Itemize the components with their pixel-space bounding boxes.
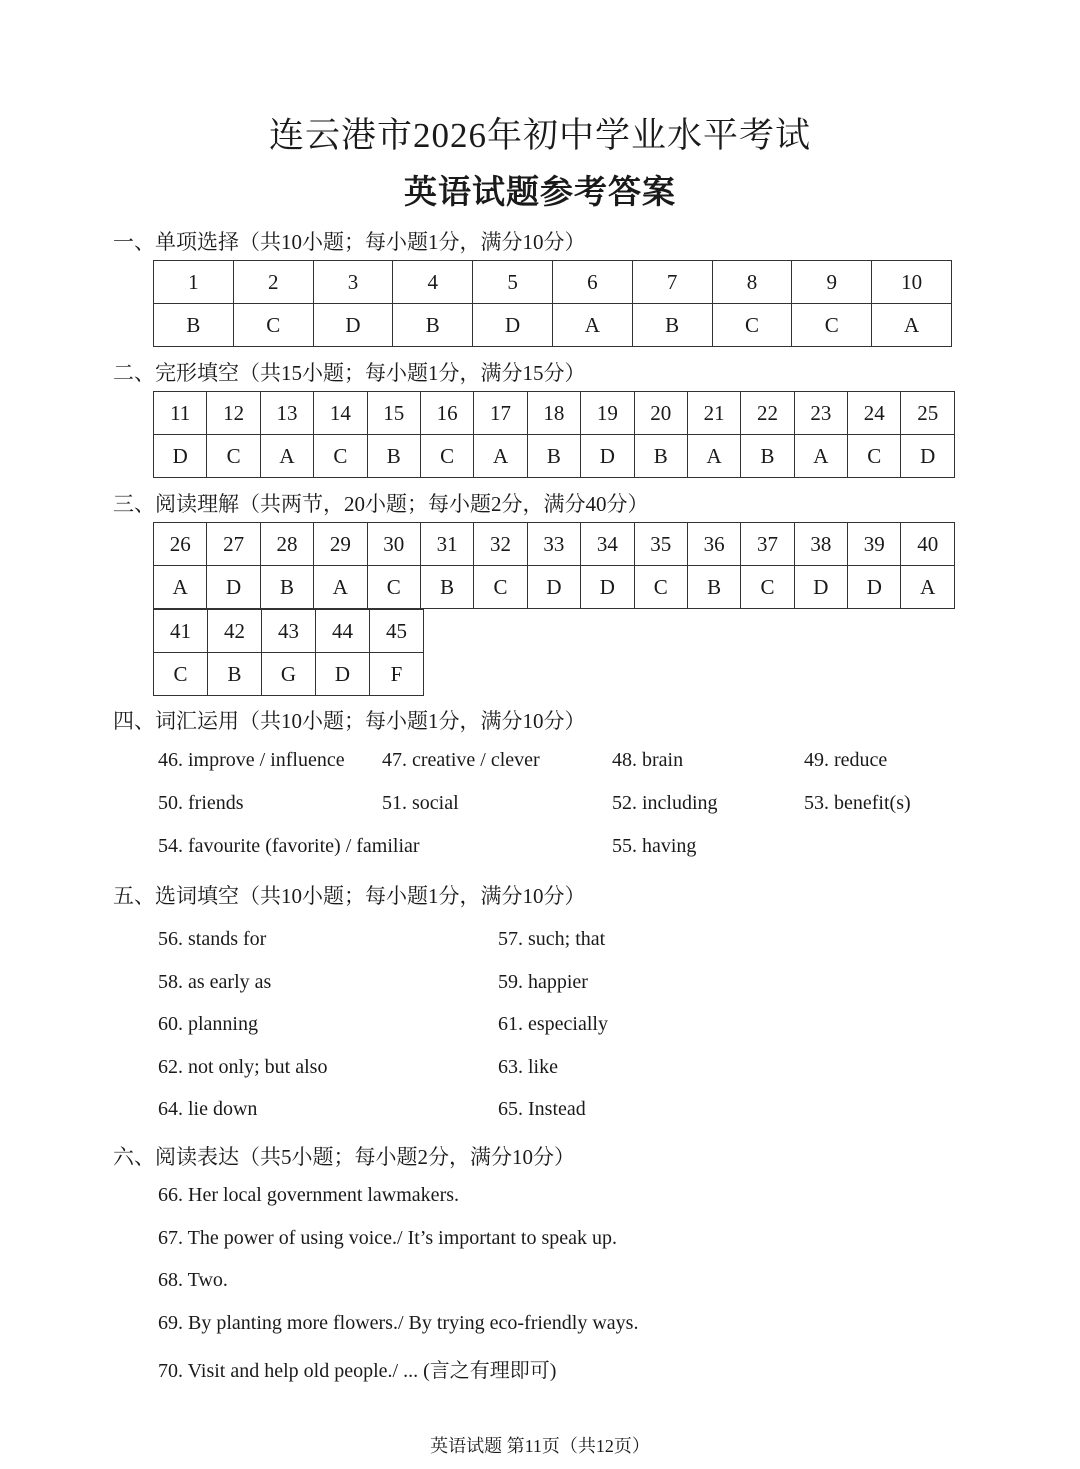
table-cell: A [687,435,740,478]
table-cell: A [872,304,952,347]
section-6-heading: 六、阅读表达（共5小题；每小题2分，满分10分） [113,1145,575,1169]
table-cell: D [581,435,634,478]
table-cell: 38 [794,523,847,566]
table-cell: 4 [393,261,473,304]
answer-item: 49. reduce [804,749,888,771]
table-row-answers [154,435,955,478]
table-row-numbers [154,261,952,304]
table-cell: B [393,304,473,347]
answer-item: 63. like [498,1056,558,1078]
table-cell: 1 [154,261,234,304]
table-cell: 8 [712,261,792,304]
table-cell: D [313,304,393,347]
table-cell: 35 [634,523,687,566]
section-4-heading: 四、词汇运用（共10小题；每小题1分，满分10分） [113,709,586,733]
table-cell: 9 [792,261,872,304]
table-cell: 10 [872,261,952,304]
answer-table-1 [153,260,952,347]
table-cell: A [552,304,632,347]
table-cell: B [527,435,580,478]
table-cell: 32 [474,523,527,566]
section-5-heading: 五、选词填空（共10小题；每小题1分，满分10分） [113,884,586,908]
table-cell: 17 [474,392,527,435]
table-cell: D [848,566,901,609]
answer-item: 64. lie down [158,1098,258,1120]
table-cell: A [154,566,207,609]
answer-item: 54. favourite (favorite) / familiar [158,835,420,857]
table-cell: F [370,653,424,696]
table-cell: 31 [420,523,473,566]
answer-table-3b [153,609,424,696]
page-footer: 英语试题 第11页（共12页） [430,1436,650,1456]
answer-item: 66. Her local government lawmakers. [158,1184,460,1206]
table-cell: D [901,435,955,478]
page-title: 连云港市2026年初中学业水平考试 [268,116,811,155]
page-subtitle: 英语试题参考答案 [404,175,676,211]
table-cell: 25 [901,392,955,435]
table-cell: 13 [260,392,313,435]
table-cell: D [154,435,207,478]
answer-item: 57. such; that [498,928,606,950]
table-cell: C [848,435,901,478]
answer-item: 69. By planting more flowers./ By trying eco-friendly ways. [158,1312,639,1334]
answer-item: 53. benefit(s) [804,792,911,814]
table-cell: C [154,653,208,696]
table-cell: 44 [316,610,370,653]
table-cell: 12 [207,392,260,435]
table-cell: C [741,566,794,609]
table-cell: 37 [741,523,794,566]
table-cell: 18 [527,392,580,435]
table-cell: 34 [581,523,634,566]
table-cell: A [794,435,847,478]
table-cell: C [314,435,367,478]
table-row-answers [154,653,424,696]
table-cell: C [367,566,420,609]
table-cell: 21 [687,392,740,435]
table-cell: A [474,435,527,478]
section-1-heading: 一、单项选择（共10小题；每小题1分，满分10分） [113,230,586,254]
table-cell: 33 [527,523,580,566]
table-cell: 11 [154,392,207,435]
answer-item: 65. Instead [498,1098,586,1120]
answer-table-2 [153,391,955,478]
answer-item: 61. especially [498,1013,608,1035]
table-cell: C [712,304,792,347]
table-cell: 29 [314,523,367,566]
table-cell: D [794,566,847,609]
table-cell: A [314,566,367,609]
table-cell: 36 [687,523,740,566]
table-cell: 20 [634,392,687,435]
table-cell: B [367,435,420,478]
table-cell: D [581,566,634,609]
table-cell: 6 [552,261,632,304]
section-2-heading: 二、完形填空（共15小题；每小题1分，满分15分） [113,361,586,385]
table-cell: 45 [370,610,424,653]
answer-item: 52. including [612,792,718,814]
table-cell: B [154,304,234,347]
table-cell: C [792,304,872,347]
table-cell: A [901,566,955,609]
section-3-heading: 三、阅读理解（共两节，20小题；每小题2分，满分40分） [113,492,649,516]
answer-table-3a [153,522,955,609]
answer-item: 46. improve / influence [158,749,345,771]
table-cell: 30 [367,523,420,566]
table-cell: D [207,566,260,609]
answer-item: 60. planning [158,1013,258,1035]
table-cell: 28 [260,523,313,566]
table-cell: C [634,566,687,609]
table-cell: 22 [741,392,794,435]
table-cell: 19 [581,392,634,435]
table-row-numbers [154,392,955,435]
answer-item: 55. having [612,835,697,857]
answer-item: 47. creative / clever [382,749,540,771]
answer-item: 58. as early as [158,971,272,993]
table-cell: 40 [901,523,955,566]
table-cell: C [207,435,260,478]
table-row-answers [154,304,952,347]
table-cell: 26 [154,523,207,566]
table-cell: 15 [367,392,420,435]
table-row-answers [154,566,955,609]
answer-item: 48. brain [612,749,684,771]
answer-item: 59. happier [498,971,588,993]
table-cell: 3 [313,261,393,304]
table-row-numbers [154,523,955,566]
answer-item: 70. Visit and help old people./ ... (言之有理即可) [158,1360,557,1382]
table-cell: C [233,304,313,347]
table-cell: 43 [262,610,316,653]
table-cell: 39 [848,523,901,566]
table-cell: 7 [632,261,712,304]
answer-item: 51. social [382,792,459,814]
table-cell: C [420,435,473,478]
table-cell: 41 [154,610,208,653]
table-cell: G [262,653,316,696]
table-cell: D [473,304,553,347]
answer-item: 50. friends [158,792,244,814]
answer-item: 62. not only; but also [158,1056,328,1078]
table-cell: C [474,566,527,609]
table-cell: 16 [420,392,473,435]
table-row-numbers [154,610,424,653]
answer-item: 56. stands for [158,928,267,950]
table-cell: 27 [207,523,260,566]
table-cell: D [316,653,370,696]
table-cell: 42 [208,610,262,653]
answer-item: 67. The power of using voice./ It’s important to speak up. [158,1227,617,1249]
table-cell: 23 [794,392,847,435]
table-cell: B [260,566,313,609]
table-cell: B [634,435,687,478]
table-cell: B [208,653,262,696]
table-cell: 5 [473,261,553,304]
table-cell: D [527,566,580,609]
answer-item: 68. Two. [158,1269,228,1291]
table-cell: B [632,304,712,347]
table-cell: 14 [314,392,367,435]
table-cell: B [420,566,473,609]
table-cell: 24 [848,392,901,435]
table-cell: A [260,435,313,478]
table-cell: 2 [233,261,313,304]
table-cell: B [687,566,740,609]
table-cell: B [741,435,794,478]
